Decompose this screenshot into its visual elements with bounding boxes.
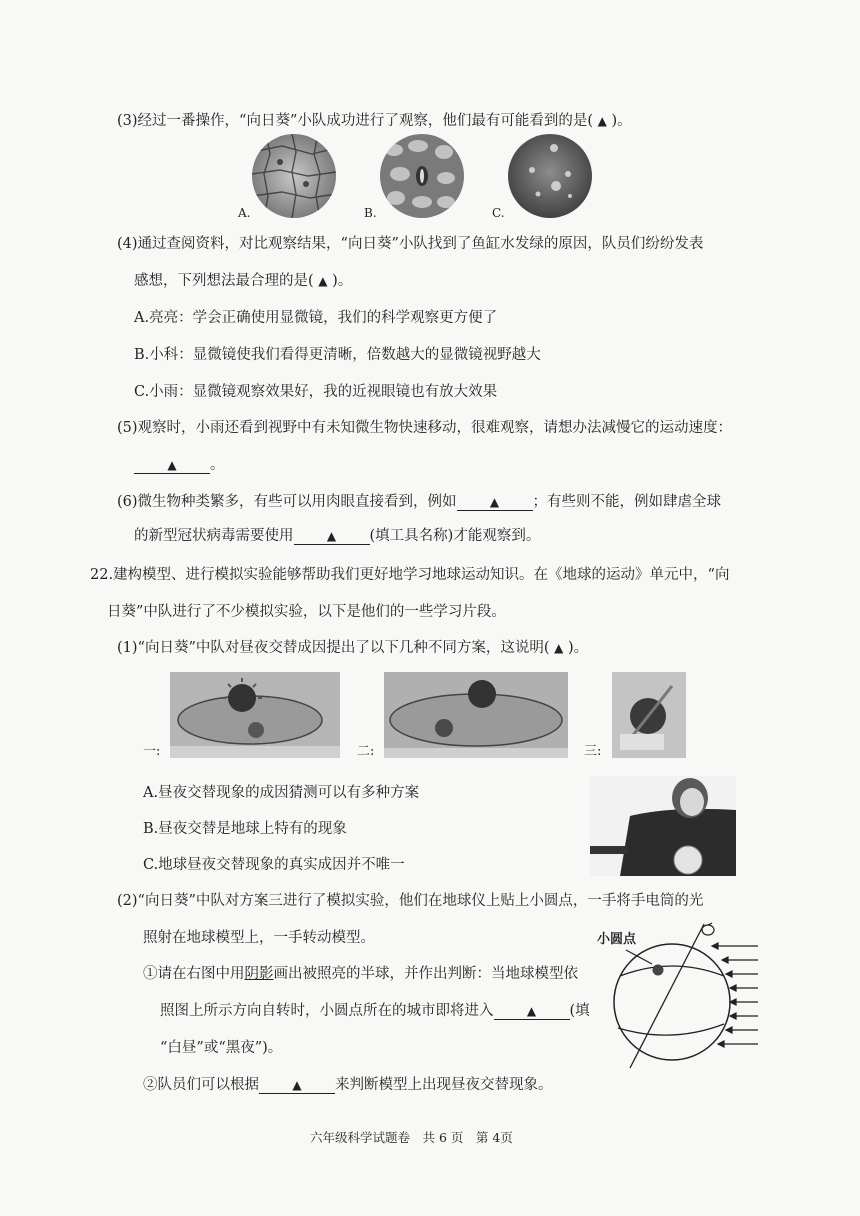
answer-blank[interactable]: ▲	[457, 494, 533, 511]
q4-line1: (4)通过查阅资料，对比观察结果，“向日葵”小队找到了鱼缸水发绿的原因，队员们纷纷发表	[117, 236, 704, 252]
q22-part2-line1: (2)“向日葵”中队对方案三进行了模拟实验，他们在地球仪上贴上小圆点，一手将手电筒的光	[117, 893, 704, 909]
scheme-one-image	[170, 672, 340, 758]
q22-line1: 22.建构模型、进行模拟实验能够帮助我们更好地学习地球运动知识。在《地球的运动》单元中，“向	[90, 567, 730, 583]
q22-part2-line2: 照射在地球模型上，一手转动模型。	[143, 930, 375, 946]
micrograph-b-stomata	[380, 134, 464, 218]
micrograph-c-microbes	[508, 134, 592, 218]
q4-line2: 感想，下列想法最合理的是( ▲ )。	[134, 273, 353, 289]
q22-option-a: A.昼夜交替现象的成因猜测可以有多种方案	[143, 785, 420, 801]
answer-placeholder[interactable]: ▲	[554, 641, 564, 655]
option-label-c: C.	[492, 206, 505, 220]
q22-part1: (1)“向日葵”中队对昼夜交替成因提出了以下几种不同方案，这说明( ▲ )。	[117, 640, 589, 656]
globe-light-diagram[interactable]	[600, 920, 766, 1070]
page-footer: 六年级科学试题卷 共 6 页 第 4页	[310, 1130, 513, 1145]
q22-step1-line3: “白昼”或“黑夜”)。	[160, 1040, 283, 1056]
q22-step2: ②队员们可以根据 ▲ 来判断模型上出现昼夜交替现象。	[143, 1077, 553, 1093]
q6-line2: 的新型冠状病毒需要使用 ▲ (填工具名称)才能观察到。	[134, 528, 541, 544]
scheme-label-one: 一:	[143, 744, 161, 759]
q22-line2: 日葵”中队进行了不少模拟实验，以下是他们的一些学习片段。	[107, 604, 506, 620]
q22-step1-line1: ①请在右图中用阴影画出被照亮的半球，并作出判断：当地球模型依	[143, 966, 578, 982]
q4-option-a: A.亮亮：学会正确使用显微镜，我们的科学观察更方便了	[134, 310, 498, 326]
scheme-label-two: 二:	[357, 744, 375, 759]
option-label-a: A.	[238, 206, 251, 220]
scheme-two-image	[384, 672, 568, 758]
scheme-three-image	[612, 672, 686, 758]
micrograph-a-onion-cells	[252, 134, 336, 218]
q4-option-b: B.小科：显微镜使我们看得更清晰，倍数越大的显微镜视野越大	[134, 347, 541, 363]
child-globe-photo	[590, 776, 736, 876]
scheme-label-three: 三:	[584, 744, 602, 759]
q22-option-c: C.地球昼夜交替现象的真实成因并不唯一	[143, 857, 405, 873]
q3-stem: (3)经过一番操作，“向日葵”小队成功进行了观察，他们最有可能看到的是( ▲ )。	[117, 113, 632, 129]
answer-placeholder[interactable]: ▲	[597, 114, 607, 128]
answer-placeholder[interactable]: ▲	[318, 274, 328, 288]
q5-line1: (5)观察时，小雨还看到视野中有未知微生物快速移动，很难观察，请想办法减慢它的运动速度：	[117, 420, 733, 436]
q4-option-c: C.小雨：显微镜观察效果好，我的近视眼镜也有放大效果	[134, 384, 498, 400]
option-label-b: B.	[364, 206, 377, 220]
answer-blank[interactable]: ▲	[494, 1003, 570, 1020]
q22-step1-line2: 照图上所示方向自转时，小圆点所在的城市即将进入 ▲ (填	[160, 1003, 590, 1019]
q5-line2: ▲ 。	[134, 455, 225, 475]
dot-label: 小圆点	[597, 932, 637, 947]
answer-blank[interactable]: ▲	[259, 1077, 335, 1094]
q6-line1: (6)微生物种类繁多，有些可以用肉眼直接看到，例如 ▲ ；有些则不能，例如肆虐全球	[117, 494, 722, 510]
answer-blank[interactable]: ▲	[134, 457, 210, 474]
answer-blank[interactable]: ▲	[294, 528, 370, 545]
q22-option-b: B.昼夜交替是地球上特有的现象	[143, 821, 347, 837]
